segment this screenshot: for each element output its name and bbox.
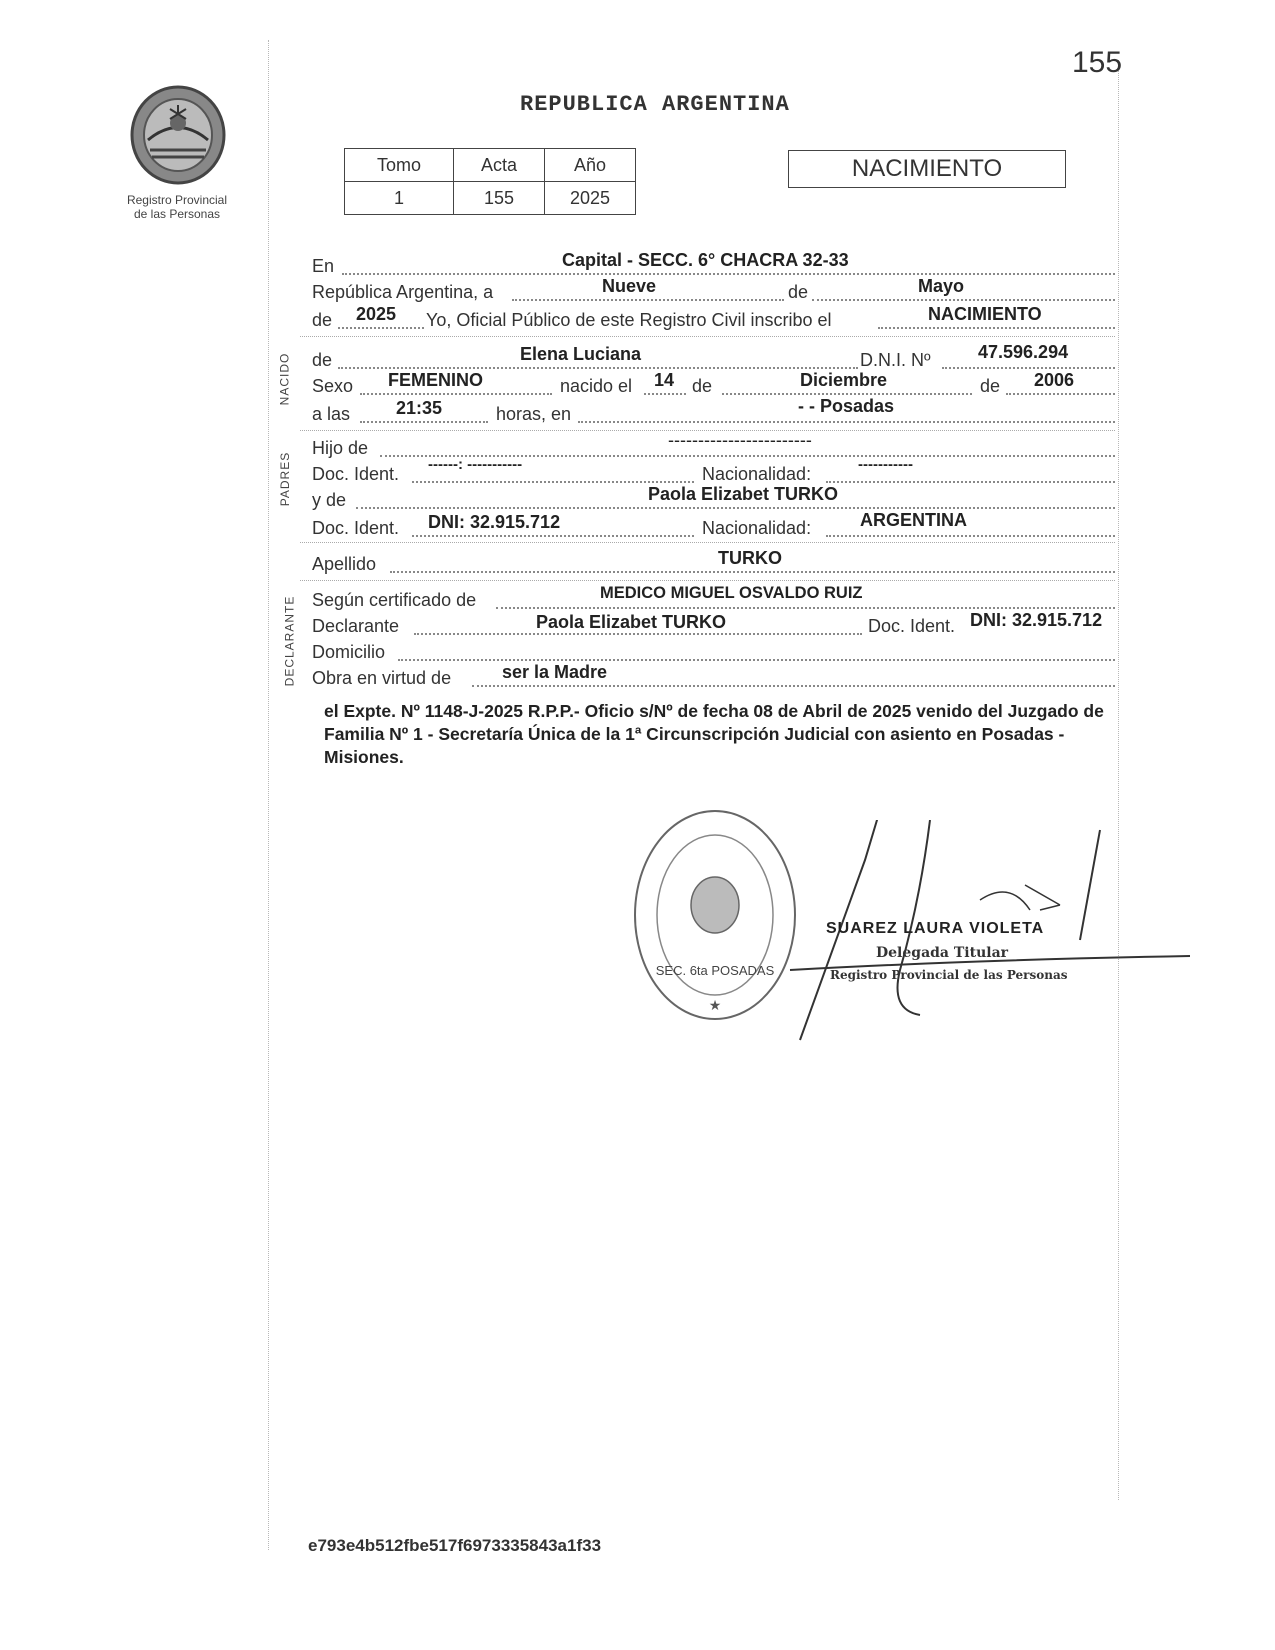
record-type-box: NACIMIENTO [788,150,1066,188]
signatory-org: Registro Provincial de las Personas [830,968,1068,982]
dotted-line [360,393,552,395]
dotted-line [356,507,1115,509]
label-doc-ident-1: Doc. Ident. [312,464,400,484]
dotted-line [644,393,686,395]
dotted-line [826,481,1115,483]
label-nacido-el: nacido el [560,376,633,396]
page-number: 155 [1072,46,1123,79]
label-de-mes: de [692,376,713,396]
reason-value: ser la Madre [502,662,608,682]
day-value: Nueve [602,276,657,296]
label-de-nacido: de [312,350,333,370]
certificate-value: MEDICO MIGUEL OSVALDO RUIZ [600,584,863,602]
dotted-line [390,571,1115,573]
side-label-declarante: DECLARANTE [282,595,297,687]
dotted-line [1006,393,1115,395]
dotted-line [342,273,1115,275]
dotted-line [398,659,1115,661]
section-divider [300,336,1115,337]
acta-header: Acta [454,149,545,182]
dotted-line [878,327,1115,329]
label-a-las: a las [312,404,351,424]
dotted-line [512,299,784,301]
document-title: REPUBLICA ARGENTINA [520,92,790,117]
stamp-inner-text: SEC. 6ta POSADAS [655,963,775,978]
logo-caption-line2: de las Personas [133,207,221,221]
dotted-line [812,299,1115,301]
section-divider [300,580,1115,581]
side-label-padres: PADRES [278,451,293,507]
declarant-value: Paola Elizabet TURKO [536,612,727,632]
dotted-line [826,535,1115,537]
label-de: de [788,282,809,302]
birth-year-value: 2006 [1034,370,1075,390]
father-nationality-value: ----------- [858,456,913,473]
legal-note: el Expte. Nº 1148-J-2025 R.P.P.- Oficio s/Nº de fecha 08 de Abril de 2025 venido del Juzgado de Familia Nº 1 - Secretaría Única de la 1ª Circunscripción Judicial con asiento en Posadas - Misiones. [324,701,1104,767]
birth-day-value: 14 [654,370,675,390]
dotted-line [360,421,488,423]
dotted-line [722,393,972,395]
surname-value: TURKO [718,548,782,568]
label-republica: República Argentina, a [312,282,494,302]
signatory-role: Delegada Titular [876,945,1009,961]
label-nacionalidad-1: Nacionalidad: [702,464,812,484]
dni-value: 47.596.294 [978,342,1069,362]
label-de2: de [312,310,333,330]
side-label-nacido: NACIDO [277,352,292,406]
dotted-line [338,327,424,329]
section-divider [300,542,1115,543]
month-value: Mayo [918,276,965,296]
tomo-header: Tomo [345,149,454,182]
year-value: 2025 [356,304,397,324]
mother-nationality-value: ARGENTINA [860,510,967,530]
label-declarante: Declarante [312,616,400,636]
logo-caption [112,193,242,221]
anio-header: Año [545,149,636,182]
left-margin-line [268,40,269,1550]
label-hijo-de: Hijo de [312,438,369,458]
label-apellido: Apellido [312,554,377,574]
place-value: Capital - SECC. 6° CHACRA 32-33 [562,250,849,270]
mother-doc-value: DNI: 32.915.712 [428,512,561,532]
dotted-line [414,633,862,635]
label-obra-en-virtud: Obra en virtud de [312,668,452,688]
document-hash: e793e4b512fbe517f6973335843a1f33 [308,1536,602,1555]
dotted-line [578,421,1115,423]
tomo-value: 1 [345,182,454,215]
label-y-de: y de [312,490,347,510]
birth-place-value: - - Posadas [798,396,895,416]
label-segun-certificado: Según certificado de [312,590,477,610]
star-icon: ★ [708,997,722,1013]
label-dni: D.N.I. Nº [860,350,931,370]
birth-month-value: Diciembre [800,370,888,390]
label-yo: Yo, Oficial Público de este Registro Civil inscribo el [426,310,832,330]
label-doc-ident-2: Doc. Ident. [312,518,400,538]
label-horas-en: horas, en [496,404,572,424]
label-nacionalidad-2: Nacionalidad: [702,518,812,538]
declarant-doc-value: DNI: 32.915.712 [970,610,1103,630]
dotted-line [338,367,858,369]
mother-value: Paola Elizabet TURKO [648,484,839,504]
dotted-line [942,367,1115,369]
right-margin-line [1118,60,1119,1500]
acta-value: 155 [454,182,545,215]
label-domicilio: Domicilio [312,642,386,662]
name-value: Elena Luciana [520,344,642,364]
dotted-line [412,535,694,537]
logo-caption-line1: Registro Provincial [126,193,228,207]
father-doc-value: ------: ----------- [428,456,523,473]
province-emblem-logo [128,85,228,185]
anio-value: 2025 [545,182,636,215]
dotted-line [412,481,694,483]
label-doc-ident-decl: Doc. Ident. [868,616,956,636]
record-type-value: NACIMIENTO [928,304,1042,324]
father-value: ------------------------ [668,430,812,450]
registry-table [344,148,636,215]
signatory-name: SUAREZ LAURA VIOLETA [826,920,1045,937]
dotted-line [496,607,1115,609]
label-de-anio: de [980,376,1001,396]
dotted-line [472,685,1115,687]
label-en: En [312,256,335,276]
sex-value: FEMENINO [388,370,484,390]
label-sexo: Sexo [312,376,354,396]
birth-time-value: 21:35 [396,398,443,418]
